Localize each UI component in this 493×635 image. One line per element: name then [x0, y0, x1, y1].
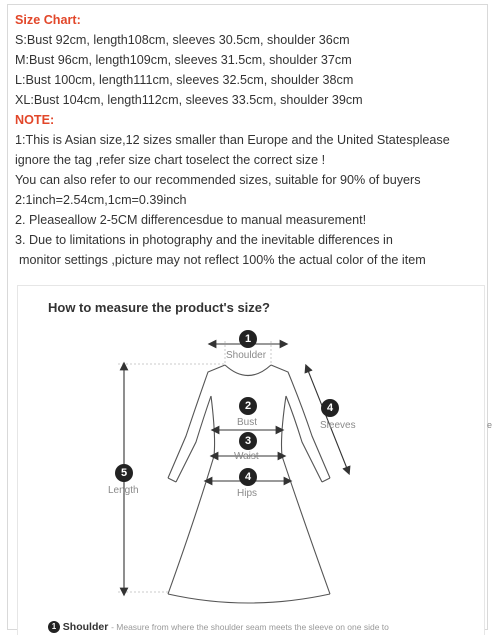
- hips-label: Hips: [237, 488, 258, 499]
- footer-name: Shoulder: [62, 621, 109, 633]
- guide-lines: [118, 341, 271, 592]
- size-chart-heading: Size Chart:: [15, 13, 81, 27]
- diagram-title: How to measure the product's size?: [48, 300, 270, 315]
- marker-5-icon: 5: [115, 464, 133, 482]
- edge-mark: e: [487, 420, 493, 430]
- diagram-footer: [48, 621, 389, 633]
- waist-label: Waist: [234, 451, 259, 462]
- measurement-diagram: [17, 285, 485, 635]
- bust-label: Bust: [237, 417, 258, 428]
- note-line: 3. Due to limitations in photography and the inevitable differences in: [15, 233, 393, 247]
- note-line: You can also refer to our recommended sizes, suitable for 90% of buyers: [15, 173, 421, 187]
- note-line: ignore the tag ,refer size chart toselect the correct size !: [15, 153, 326, 167]
- length-label: Length: [108, 485, 139, 496]
- size-row-l: L:Bust 100cm, length111cm, sleeves 32.5cm, shoulder 38cm: [15, 73, 354, 87]
- marker-1-icon: 1: [239, 330, 257, 348]
- marker-3-icon: 3: [239, 432, 257, 450]
- note-line: monitor settings ,picture may not reflect 100% the actual color of the item: [19, 253, 426, 267]
- marker-4-icon: 4: [239, 468, 257, 486]
- note-heading: NOTE:: [15, 113, 55, 127]
- size-row-s: S:Bust 92cm, length108cm, sleeves 30.5cm, shoulder 36cm: [15, 33, 350, 47]
- shoulder-label: Shoulder: [226, 350, 267, 361]
- marker-sleeves-icon: 4: [321, 399, 339, 417]
- footer-description: - Measure from where the shoulder seam meets the sleeve on one side to: [111, 622, 389, 632]
- note-line: 2:1inch=2.54cm,1cm=0.39inch: [15, 193, 187, 207]
- size-row-m: M:Bust 96cm, length109cm, sleeves 31.5cm, shoulder 37cm: [15, 53, 352, 67]
- note-line: 1:This is Asian size,12 sizes smaller than Europe and the United Statesplease: [15, 133, 450, 147]
- sleeves-label: Sleeves: [320, 420, 356, 431]
- note-line: 2. Pleaseallow 2-5CM differencesdue to manual measurement!: [15, 213, 367, 227]
- size-row-xl: XL:Bust 104cm, length112cm, sleeves 33.5cm, shoulder 39cm: [15, 93, 363, 107]
- footer-marker-icon: 1: [48, 621, 60, 633]
- size-info-text: [15, 10, 485, 270]
- marker-2-icon: 2: [239, 397, 257, 415]
